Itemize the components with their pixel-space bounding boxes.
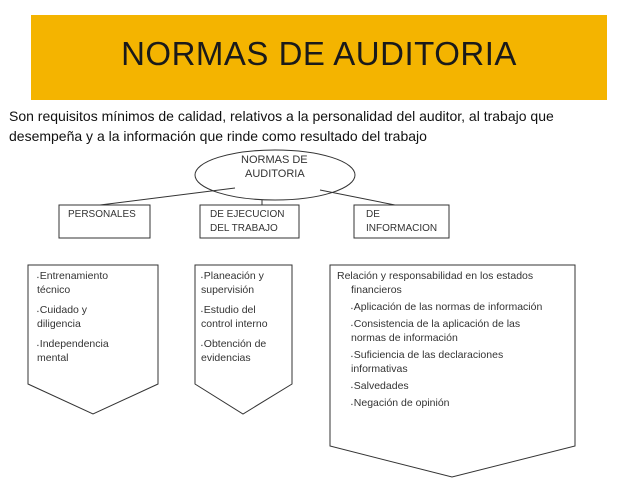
bullet-icon: ▪ <box>351 306 353 312</box>
list-item: ▪Entrenamiento técnico <box>37 270 109 296</box>
bullet-icon: ▪ <box>351 402 353 408</box>
category-label-informacion <box>366 208 437 236</box>
root-node-label <box>235 153 335 181</box>
connector-personales <box>100 188 235 205</box>
list-item: ▪Suficiencia de las declaraciones informativas <box>351 349 504 375</box>
bullet-icon: ▪ <box>351 385 353 391</box>
bullet-icon: ▪ <box>201 343 203 349</box>
list-item: ▪Cuidado y diligencia <box>37 304 88 330</box>
ejecucion-label-line-2: DEL TRABAJO <box>210 223 278 234</box>
root-line-1: NORMAS DE <box>241 154 308 166</box>
informacion-label-line-1: DE <box>366 209 380 220</box>
page-title: NORMAS DE AUDITORIA <box>121 35 517 72</box>
list-item: ▪Aplicación de las normas de información <box>351 301 543 313</box>
list-item: ▪Independencia mental <box>37 338 109 364</box>
list-item: ▪Planeación y supervisión <box>201 270 264 296</box>
items-ejecucion <box>201 269 291 371</box>
bullet-icon: ▪ <box>201 275 203 281</box>
category-label-personales: PERSONALES <box>68 209 136 220</box>
list-item: ▪Salvedades <box>351 380 409 392</box>
informacion-label-line-2: INFORMACION <box>366 223 438 234</box>
bullet-icon: ▪ <box>351 323 353 329</box>
list-item: ▪Obtención de evidencias <box>201 338 267 364</box>
list-item: ▪Negación de opinión <box>351 397 450 409</box>
bullet-icon: ▪ <box>37 343 39 349</box>
bullet-icon: ▪ <box>201 309 203 315</box>
category-label-ejecucion <box>210 208 284 236</box>
list-item-lead: Relación y responsabilidad en los estados financieros <box>337 270 534 296</box>
root-line-2: AUDITORIA <box>245 168 305 180</box>
ejecucion-label-line-1: DE EJECUCION <box>210 209 285 220</box>
connector-informacion <box>320 190 395 205</box>
intro-line-2: desempeña y a la información que rinde como resultado del trabajo <box>9 128 427 144</box>
bullet-icon: ▪ <box>37 309 39 315</box>
list-item: ▪Consistencia de la aplicación de las normas de información <box>351 318 521 344</box>
items-personales <box>37 269 152 371</box>
intro-line-1: Son requisitos mínimos de calidad, relativos a la personalidad del auditor, al trabajo que <box>9 108 554 124</box>
bullet-icon: ▪ <box>37 275 39 281</box>
items-informacion <box>337 269 572 413</box>
list-item: ▪Estudio del control interno <box>201 304 268 330</box>
bullet-icon: ▪ <box>351 354 353 360</box>
